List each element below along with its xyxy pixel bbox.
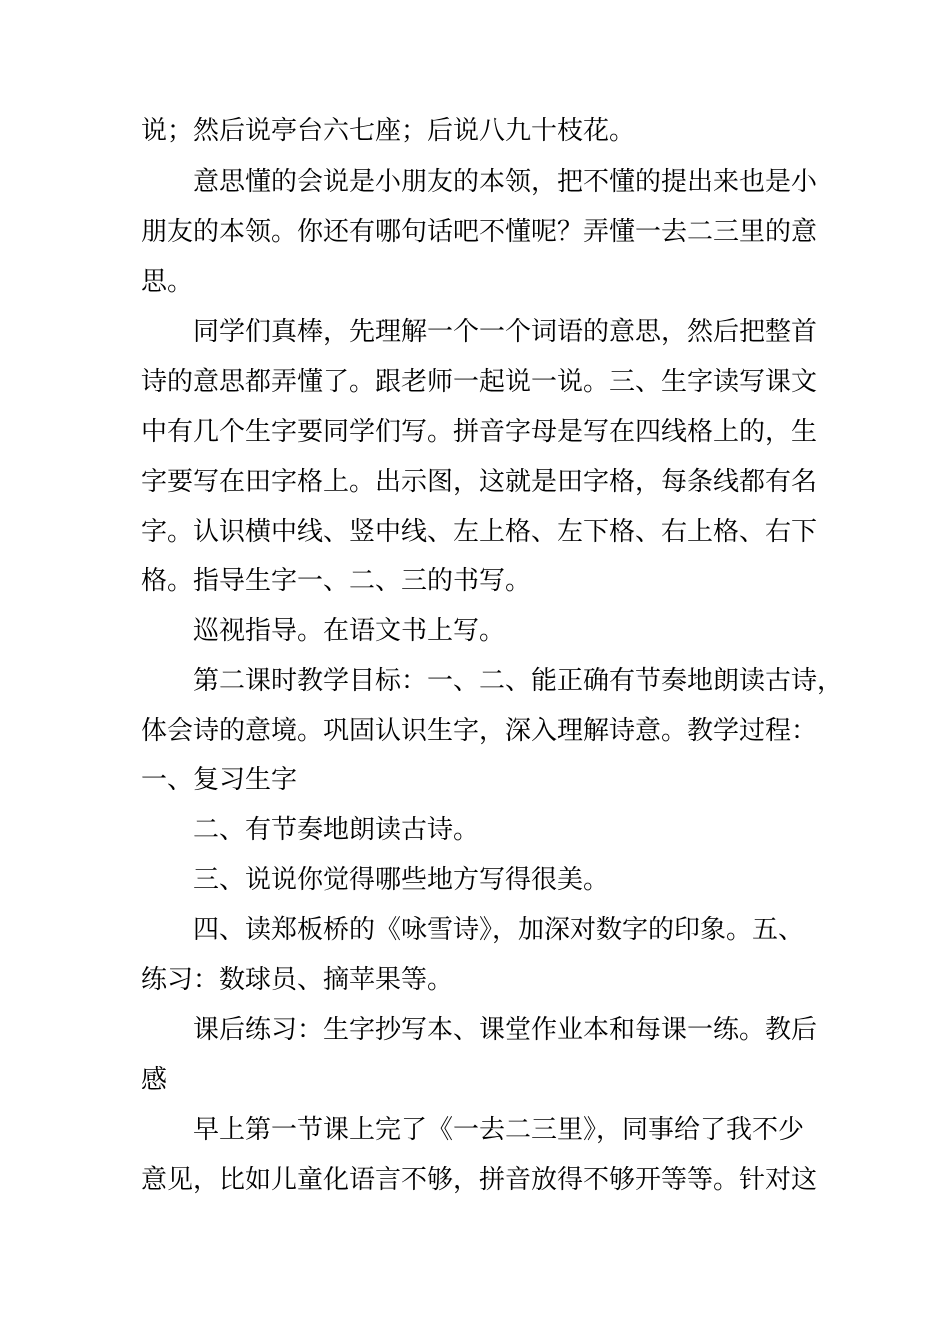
text-line: 意思懂的会说是小朋友的本领，把不懂的提出来也是小 (193, 167, 818, 197)
text-line: 字。认识横中线、竖中线、左上格、左下格、右上格、右下 (141, 517, 818, 547)
text-line: 朋友的本领。你还有哪句话吧不懂呢？弄懂一去二三里的意 (141, 217, 818, 247)
text-line: 三、说说你觉得哪些地方写得很美。 (193, 865, 610, 895)
text-line: 同学们真棒，先理解一个一个词语的意思，然后把整首 (193, 317, 818, 347)
text-line: 巡视指导。在语文书上写。 (193, 616, 506, 646)
text-line: 思。 (141, 267, 194, 297)
text-line: 二、有节奏地朗读古诗。 (193, 815, 480, 845)
text-line: 意见，比如儿童化语言不够，拼音放得不够开等等。针对这 (141, 1165, 818, 1195)
text-line: 感 (141, 1065, 168, 1095)
text-line: 第二课时教学目标：一、二、能正确有节奏地朗读古诗， (193, 666, 844, 696)
text-line: 说；然后说亭台六七座；后说八九十枝花。 (141, 116, 636, 146)
text-line: 字要写在田字格上。出示图，这就是田字格，每条线都有名 (141, 467, 818, 497)
text-line: 练习：数球员、摘苹果等。 (141, 965, 454, 995)
text-line: 体会诗的意境。巩固认识生字，深入理解诗意。教学过程： (141, 716, 818, 746)
text-line: 诗的意思都弄懂了。跟老师一起说一说。三、生字读写课文 (141, 367, 818, 397)
text-line: 一、复习生字 (141, 765, 298, 795)
text-line: 格。指导生字一、二、三的书写。 (141, 566, 532, 596)
text-line: 四、读郑板桥的《咏雪诗》，加深对数字的印象。五、 (193, 915, 805, 945)
text-line: 早上第一节课上完了《一去二三里》，同事给了我不少 (193, 1115, 805, 1145)
text-line: 中有几个生字要同学们写。拼音字母是写在四线格上的，生 (141, 417, 818, 447)
text-line: 课后练习：生字抄写本、课堂作业本和每课一练。教后 (193, 1015, 818, 1045)
